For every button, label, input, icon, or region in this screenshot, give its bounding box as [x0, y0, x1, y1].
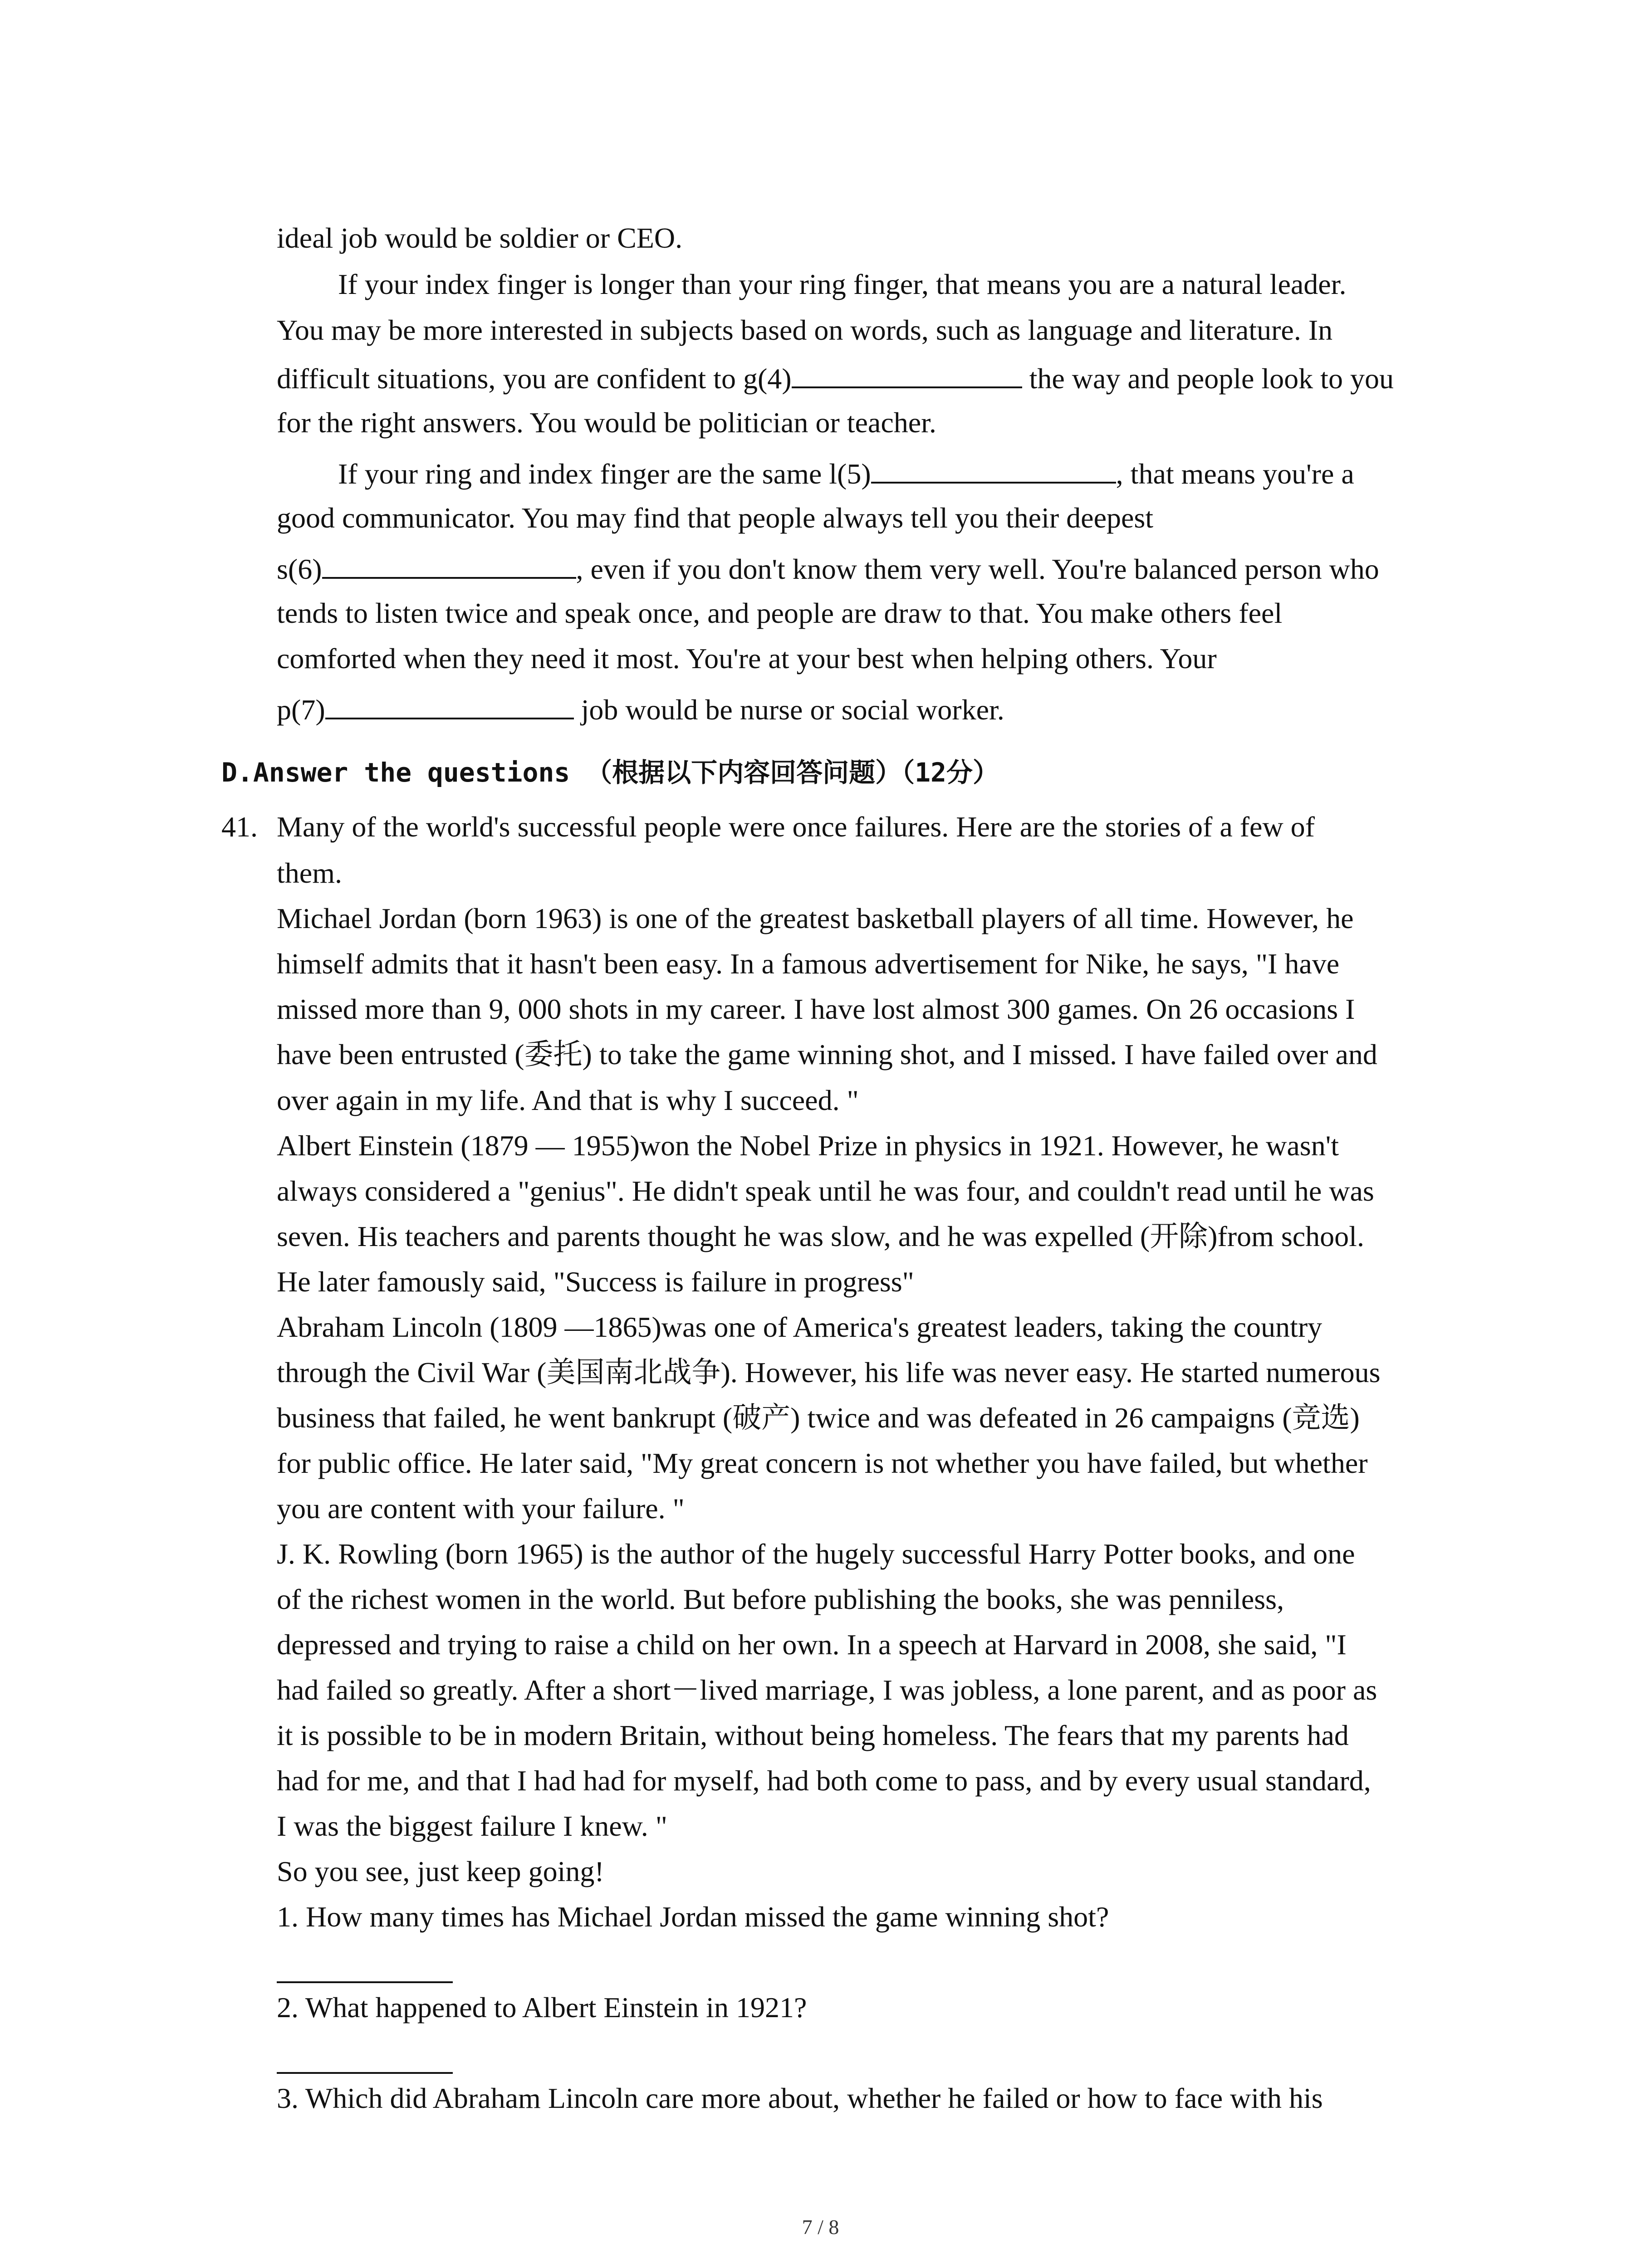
passage-text: If your ring and index finger are the same l(5): [338, 458, 871, 490]
passage-line: for the right answers. You would be politician or teacher.: [277, 406, 936, 439]
passage-text: job would be nurse or social worker.: [573, 694, 1004, 726]
passage-text: , that means you're a: [1116, 458, 1354, 490]
story-line: Albert Einstein (1879 — 1955)won the Nobel Prize in physics in 1921. However, he wasn't: [277, 1129, 1339, 1162]
passage-line: [277, 358, 1394, 397]
question-1: 1. How many times has Michael Jordan missed the game winning shot?: [277, 1901, 1109, 1933]
story-line: had for me, and that I had had for myself, had both come to pass, and by every usual standard,: [277, 1765, 1371, 1797]
blank-6[interactable]: [322, 549, 576, 579]
blank-7[interactable]: [325, 689, 574, 719]
passage-line: ideal job would be soldier or CEO.: [277, 222, 683, 254]
story-line: himself admits that it hasn't been easy. In a famous advertisement for Nike, he says, "I have: [277, 948, 1340, 980]
passage-line: If your index finger is longer than your ring finger, that means you are a natural leader.: [338, 268, 1347, 300]
story-line: seven. His teachers and parents thought he was slow, and he was expelled (开除)from school.: [277, 1220, 1364, 1252]
passage-text: difficult situations, you are confident to g(4): [277, 362, 792, 395]
passage-line: good communicator. You may find that people always tell you their deepest: [277, 502, 1154, 534]
blank-5[interactable]: [871, 454, 1116, 484]
passage-text: p(7): [277, 694, 325, 726]
question-3: 3. Which did Abraham Lincoln care more about, whether he failed or how to face with his: [277, 2082, 1323, 2114]
passage-text: , even if you don't know them very well. You're balanced person who: [576, 553, 1379, 585]
story-line: always considered a "genius". He didn't speak until he was four, and couldn't read until he was: [277, 1175, 1374, 1207]
passage-text: Many of the world's successful people were once failures. Here are the stories of a few of: [277, 811, 1315, 843]
question-2: 2. What happened to Albert Einstein in 1921?: [277, 1991, 807, 2024]
passage-text: the way and people look to you: [1022, 362, 1394, 395]
answer-line-2[interactable]: [277, 2072, 453, 2074]
story-line: over again in my life. And that is why I succeed. ": [277, 1084, 859, 1116]
story-line: business that failed, he went bankrupt (破产) twice and was defeated in 26 campaigns (竞选): [277, 1402, 1360, 1434]
story-line: Michael Jordan (born 1963) is one of the greatest basketball players of all time. However, he: [277, 902, 1354, 934]
answer-line-1[interactable]: [277, 1981, 453, 1983]
passage-line: [277, 689, 1004, 728]
story-line: He later famously said, "Success is failure in progress": [277, 1266, 914, 1298]
story-line: depressed and trying to raise a child on her own. In a speech at Harvard in 2008, she said, "I: [277, 1628, 1347, 1661]
question-41-first-line: [221, 809, 1315, 845]
page-number: 7 / 8: [802, 2215, 839, 2239]
story-line: had failed so greatly. After a short－lived marriage, I was jobless, a lone parent, and as poor as: [277, 1674, 1377, 1706]
passage-line: [338, 454, 1354, 492]
story-line: I was the biggest failure I knew. ": [277, 1810, 667, 1842]
story-line: missed more than 9, 000 shots in my career. I have lost almost 300 games. On 26 occasions I: [277, 993, 1355, 1025]
story-line: have been entrusted (委托) to take the game winning shot, and I missed. I have failed over and: [277, 1038, 1377, 1070]
passage-line: tends to listen twice and speak once, and people are draw to that. You make others feel: [277, 597, 1283, 629]
story-line: J. K. Rowling (born 1965) is the author of the hugely successful Harry Potter books, and one: [277, 1538, 1355, 1570]
question-number: 41.: [221, 811, 258, 843]
passage-line: You may be more interested in subjects based on words, such as language and literature. In: [277, 314, 1333, 346]
story-line: for public office. He later said, "My great concern is not whether you have failed, but whether: [277, 1447, 1368, 1479]
story-line: So you see, just keep going!: [277, 1855, 604, 1887]
story-line: it is possible to be in modern Britain, without being homeless. The fears that my parents had: [277, 1719, 1349, 1751]
passage-text: s(6): [277, 553, 322, 585]
section-d-heading: D.Answer the questions （根据以下内容回答问题）（12分）: [221, 757, 999, 788]
story-line: through the Civil War (美国南北战争). However, his life was never easy. He started numerous: [277, 1356, 1381, 1388]
blank-4[interactable]: [792, 358, 1022, 388]
story-line: Abraham Lincoln (1809 —1865)was one of America's greatest leaders, taking the country: [277, 1311, 1323, 1343]
story-line: of the richest women in the world. But before publishing the books, she was penniless,: [277, 1583, 1284, 1615]
story-line: them.: [277, 857, 342, 889]
story-line: you are content with your failure. ": [277, 1492, 685, 1525]
passage-line: [277, 549, 1379, 587]
passage-line: comforted when they need it most. You're at your best when helping others. Your: [277, 642, 1217, 675]
